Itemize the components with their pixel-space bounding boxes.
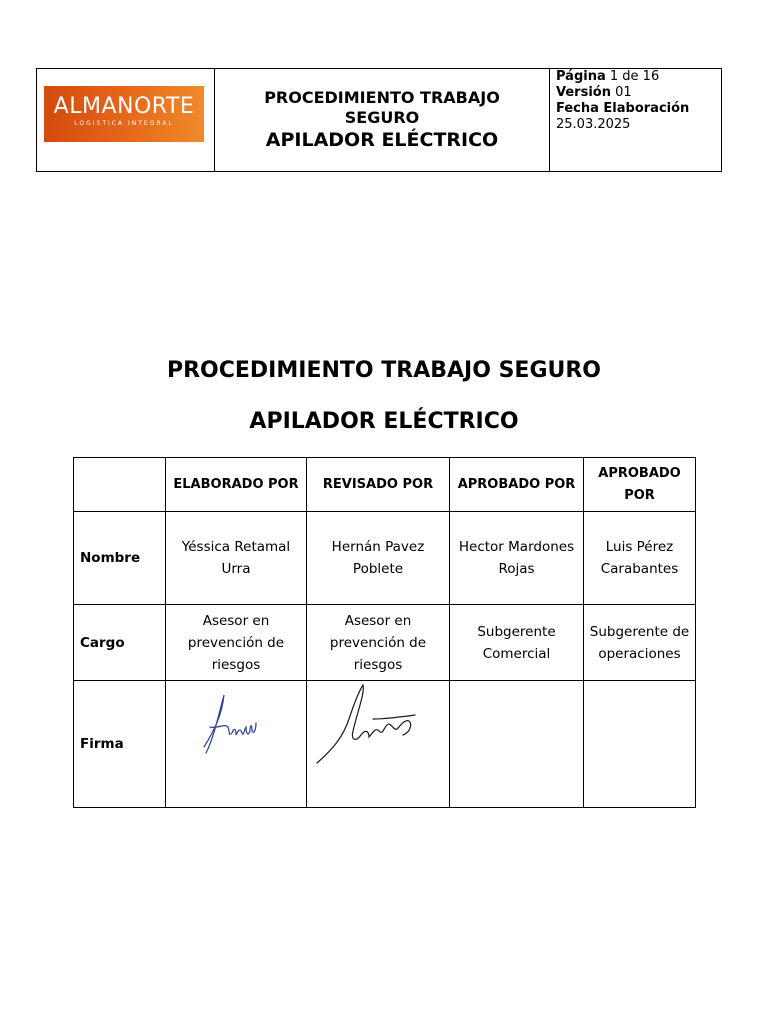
row-label-nombre: Nombre (74, 512, 166, 605)
logo-cell (37, 69, 215, 171)
empty-corner-cell (74, 458, 166, 512)
nombre-cell: Luis Pérez Carabantes (584, 512, 696, 605)
document-header (36, 68, 722, 172)
cargo-cell: Asesor en prevención de riesgos (307, 605, 450, 681)
document-subtitle: APILADOR ELÉCTRICO (249, 409, 519, 434)
document-title: PROCEDIMIENTO TRABAJO SEGURO (166, 358, 602, 383)
column-header: APROBADO POR (584, 458, 696, 512)
firma-cell (584, 681, 696, 808)
page-value: 1 de 16 (609, 69, 660, 84)
date-label: Fecha Elaboración (556, 101, 690, 116)
nombre-cell: Yéssica Retamal Urra (166, 512, 307, 605)
table-row-nombre (74, 512, 696, 605)
nombre-cell: Hernán Pavez Poblete (307, 512, 450, 605)
logo-tagline: LOGISTICA INTEGRAL (74, 120, 174, 127)
firma-cell (307, 681, 450, 808)
signature-image (184, 687, 264, 767)
company-logo (44, 86, 204, 142)
date-label-row (556, 101, 715, 117)
page-label: Página (556, 69, 606, 84)
column-header: REVISADO POR (307, 458, 450, 512)
table-row-cargo (74, 605, 696, 681)
cargo-cell: Subgerente Comercial (450, 605, 584, 681)
header-title-cell (215, 69, 550, 171)
nombre-cell: Hector Mardones Rojas (450, 512, 584, 605)
version-label: Versión (556, 85, 611, 100)
date-value: 25.03.2025 (556, 117, 631, 132)
table-row-firma (74, 681, 696, 808)
page-info (556, 69, 715, 85)
firma-cell (450, 681, 584, 808)
version-info (556, 85, 715, 101)
logo-name: ALMANORTE (53, 94, 195, 119)
row-label-cargo: Cargo (74, 605, 166, 681)
cargo-cell: Asesor en prevención de riesgos (166, 605, 307, 681)
cargo-cell: Subgerente de operaciones (584, 605, 696, 681)
approval-table (73, 457, 696, 808)
row-label-firma: Firma (74, 681, 166, 808)
table-header-row (74, 458, 696, 512)
header-title-line1: PROCEDIMIENTO TRABAJO SEGURO (264, 88, 500, 127)
firma-cell (166, 681, 307, 808)
column-header: ELABORADO POR (166, 458, 307, 512)
version-value: 01 (615, 85, 632, 100)
header-meta-cell (550, 69, 721, 171)
header-title-line2: APILADOR ELÉCTRICO (265, 129, 499, 151)
column-header: APROBADO POR (450, 458, 584, 512)
signature-image (313, 679, 423, 775)
